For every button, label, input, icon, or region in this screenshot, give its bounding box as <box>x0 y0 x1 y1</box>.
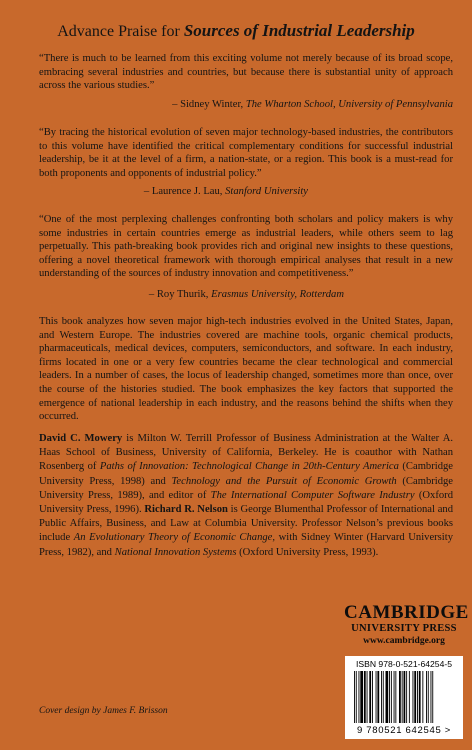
bio-book-2: Technology and the Pursuit of Economic Growth <box>171 475 397 487</box>
author-bio <box>39 432 453 560</box>
praise-heading-prefix: Advance Praise for <box>57 23 180 40</box>
quote-2-name: – Laurence J. Lau, <box>143 186 223 197</box>
barcode-icon <box>352 671 456 723</box>
quote-2-affiliation: Stanford University <box>225 186 308 197</box>
bio-text-5: is George Blumenthal Professor of International and Public Affairs, Business, and Law at Columbia University. Professor Nelson’s previous books include <box>39 504 454 544</box>
quote-1-text: “There is much to be learned from this exciting volume not merely because of its broad scope, embracing several industries and countries, but because there is substantial unity of approach across the various studies.” <box>39 53 453 92</box>
bio-text-2: (Cambridge University Press, 1998) and <box>39 461 453 487</box>
bio-book-3: The International Computer Software Industry <box>210 489 415 501</box>
bio-book-4: An Evolutionary Theory of Economic Change, <box>73 532 276 544</box>
publisher-press: UNIVERSITY PRESS <box>351 623 457 634</box>
cover-design-credit: Cover design by James F. Brisson <box>39 706 168 716</box>
author-2-name: Richard R. Nelson <box>144 504 228 516</box>
book-title: Sources of Industrial Leadership <box>183 21 415 40</box>
quote-3-text: “One of the most perplexing challenges confronting both scholars and policy makers is why some industries in certain countries emerge as industrial leaders, while others seem to lag perpetually. This path-breaking book provides rich and original new insights to these questions, offering a novel theoretical framework with thorough empirical analyses that result in a new understanding of the sources of industry innovation and competitiveness.” <box>39 214 453 280</box>
quote-3-affiliation: Erasmus University, Rotterdam <box>211 289 344 300</box>
publisher-name: CAMBRIDGE <box>344 602 469 623</box>
barcode-label <box>345 656 463 739</box>
isbn-number: ISBN 978-0-521-64254-5 <box>355 659 453 669</box>
quote-1 <box>39 52 453 93</box>
ean-digits: 9 780521 642545 > <box>356 725 452 736</box>
quote-3 <box>39 213 453 281</box>
bio-text-3: (Cambridge University Press, 1989), and editor of <box>39 475 454 501</box>
praise-heading <box>0 22 472 41</box>
bio-text-7: (Oxford University Press, 1993). <box>236 546 379 558</box>
quote-2-attribution <box>144 185 308 199</box>
quote-3-name: – Roy Thurik, <box>148 289 209 300</box>
bio-text-6: with Sidney Winter (Harvard University Press, 1982), and <box>39 532 453 558</box>
quote-2 <box>39 126 453 180</box>
publisher-logo <box>344 602 469 647</box>
author-1-name: David C. Mowery <box>39 433 123 444</box>
publisher-url: www.cambridge.org <box>363 636 445 646</box>
quote-1-attribution <box>172 98 453 112</box>
bio-book-5: National Innovation Systems <box>114 546 237 558</box>
book-summary-text: This book analyzes how seven major high-tech industries evolved in the United States, Japan, and Western Europe. The industries covered are machine tools, organic chemical products, pharmaceuticals, medical devices, computers, semiconductors, and software. In each industry, firms located in one or a very few countries became the clear technological and commercial leaders. In a number of cases, the locus of leadership changed, sometimes more than once, over the course of the histories studied. The book emphasizes the key factors that supported the emergence of national leadership in each industry, and the reasons behind the shifts when they occurred. <box>39 316 453 423</box>
book-summary <box>39 315 453 424</box>
bio-book-1: Paths of Innovation: Technological Change in 20th-Century America <box>99 461 399 473</box>
quote-3-attribution <box>149 288 344 302</box>
quote-1-name: – Sidney Winter, <box>172 99 244 110</box>
bio-text-4: (Oxford University Press, 1996). <box>39 489 454 516</box>
quote-2-text: “By tracing the historical evolution of seven major technology-based industries, the contributors to this volume have identified the critical complementary conditions for successful industrial leadership, be it at the level of a firm, a nation-state, or a region. This book is a must-read for both proponents and opponents of industrial policy.” <box>39 127 453 179</box>
quote-1-affiliation: The Wharton School, University of Pennsylvania <box>245 99 453 110</box>
bio-text-1: is Milton W. Terrill Professor of Business Administration at the Walter A. Haas School of Business, University of California, Berkeley. He is coauthor with Nathan Rosenberg of <box>39 433 453 473</box>
